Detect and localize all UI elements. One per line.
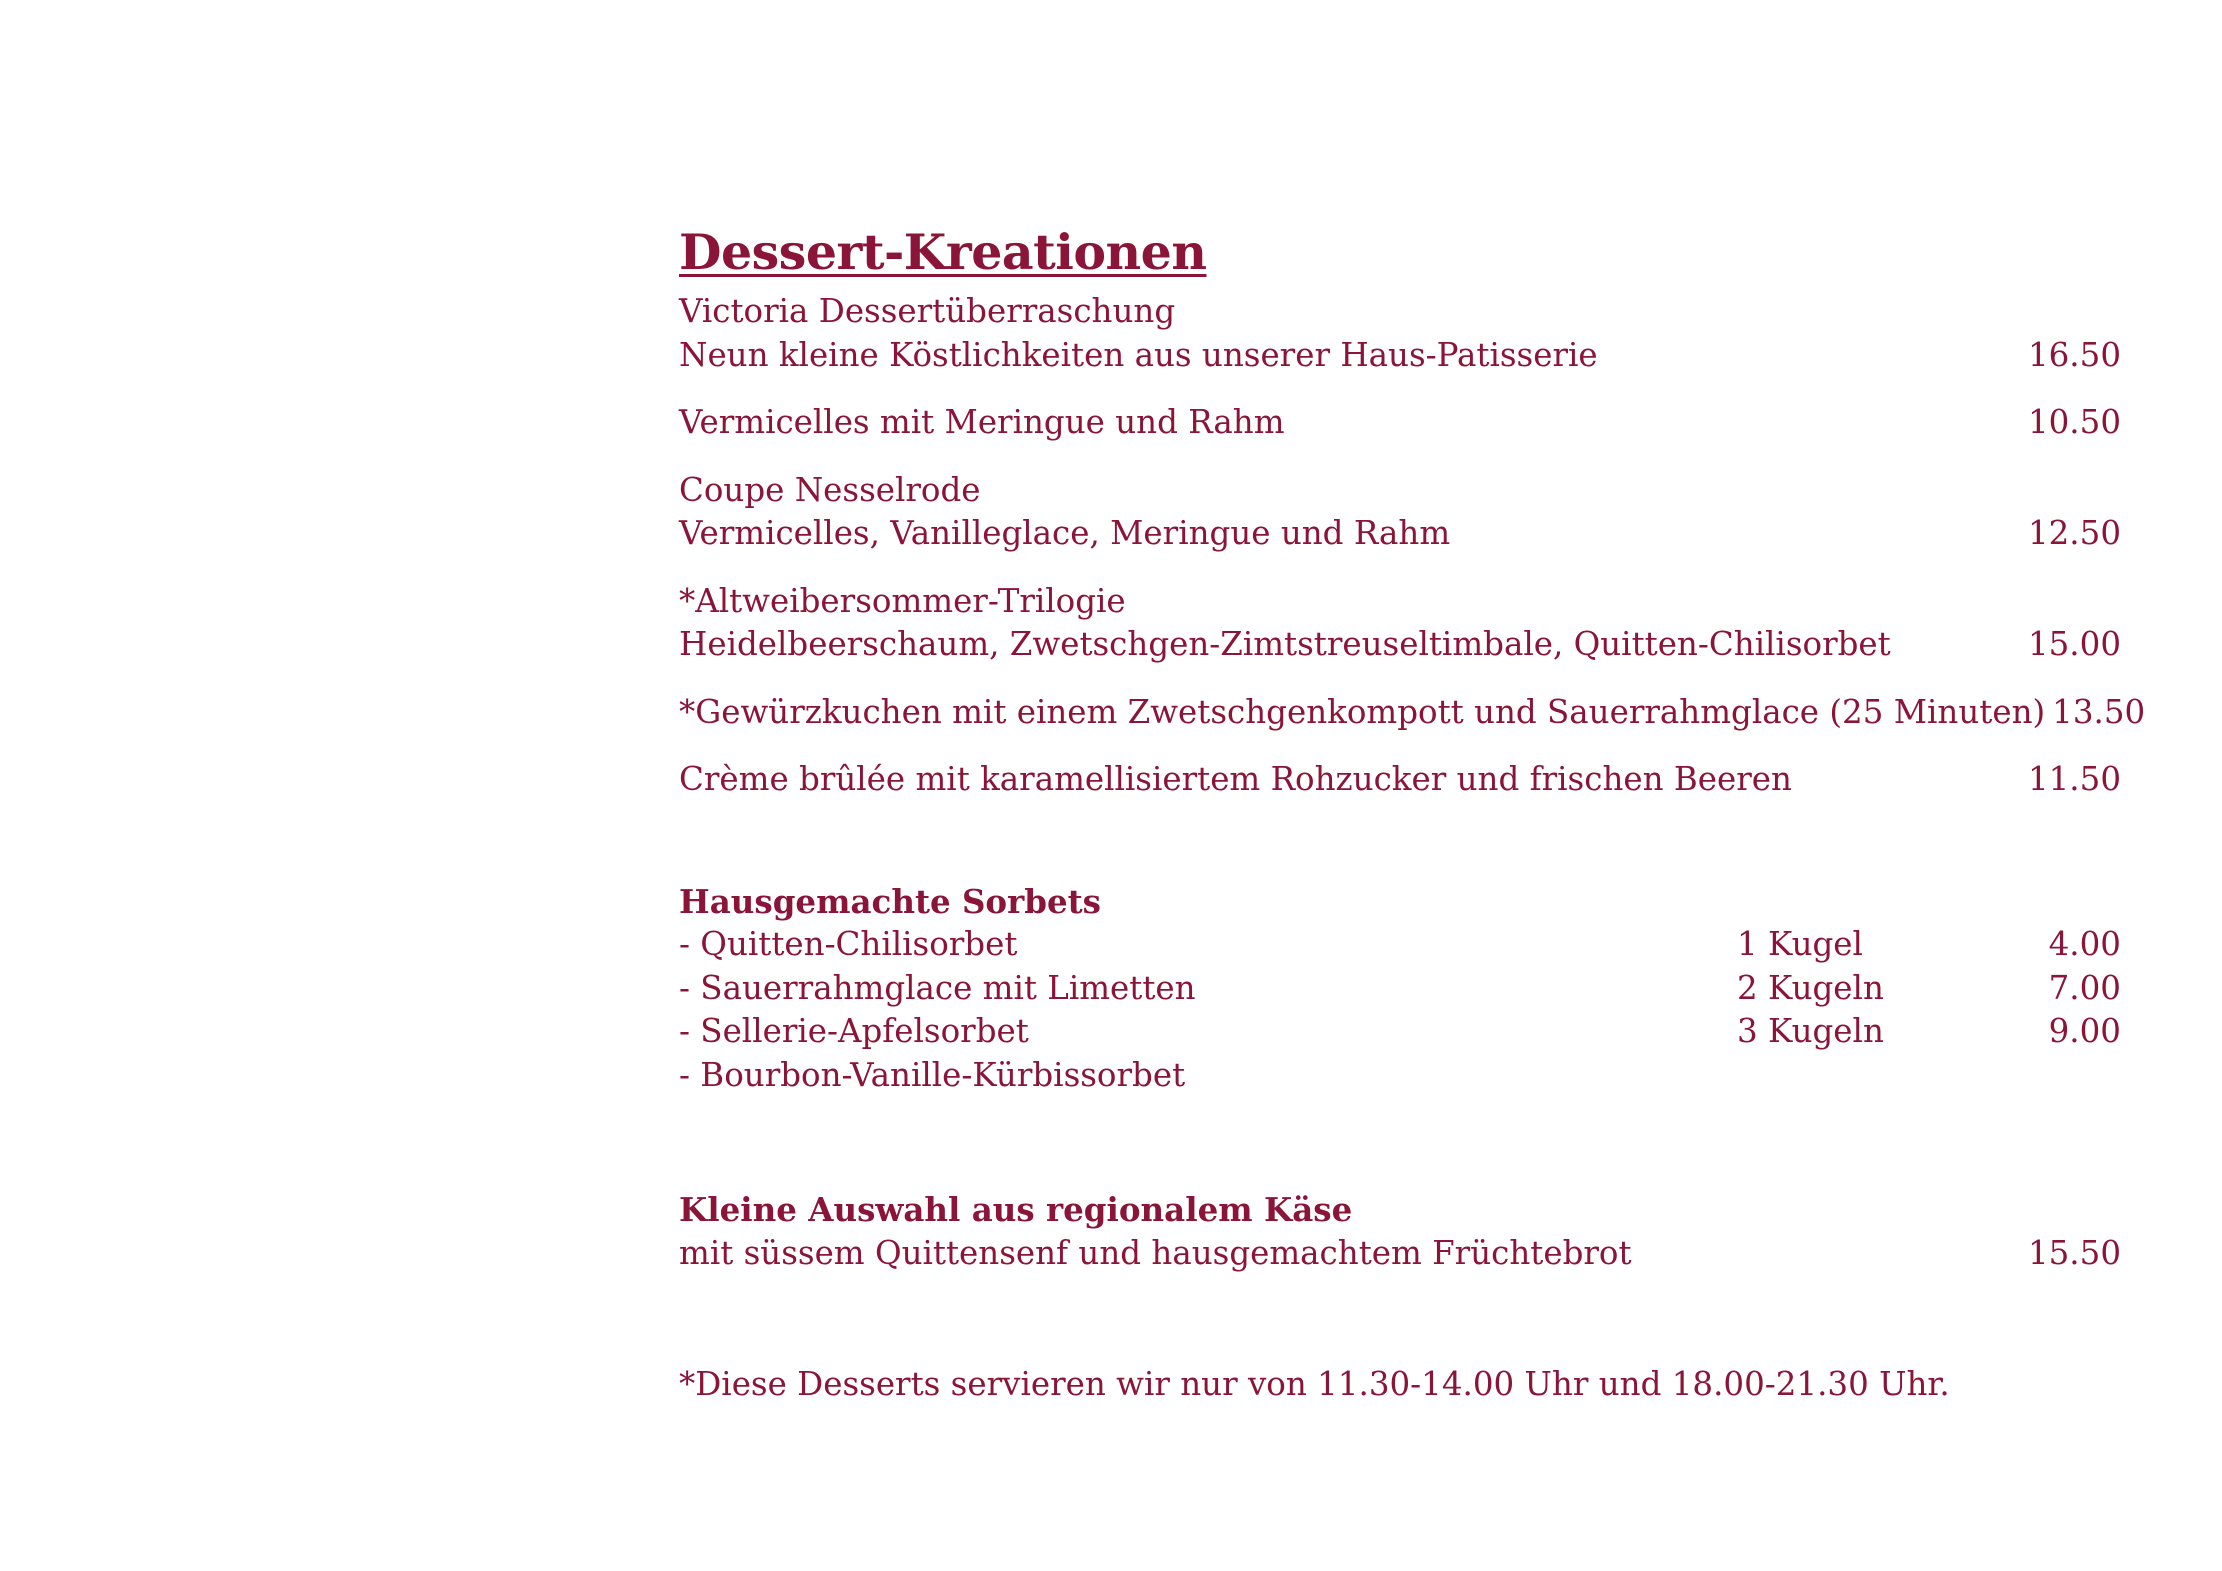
dessert-price: 15.00 [2027,625,2121,663]
dessert-item-gewuerzkuchen [679,691,2146,735]
dessert-item-victoria [679,290,2121,377]
dessert-item-coupe-nesselrode [679,469,2121,556]
dessert-name-line [679,290,2121,334]
dessert-name-line [679,401,2121,445]
cheese-price: 15.50 [2027,1233,2121,1272]
dessert-price: 16.50 [2027,335,2121,374]
cheese-section [679,1188,2121,1275]
sorbet-row [679,1054,2121,1098]
sorbet-flavor: - Sauerrahmglace mit Limetten [679,968,1196,1007]
menu-title: Dessert-Kreationen [679,223,1207,281]
dessert-description: Neun kleine Köstlichkeiten aus unserer Haus-Patisserie [679,335,1598,374]
sorbet-price: 4.00 [2048,925,2121,963]
dessert-description: Heidelbeerschaum, Zwetschgen-Zimtstreuseltimbale, Quitten-Chilisorbet [679,625,1891,663]
dessert-description-line [679,334,2121,378]
sorbet-flavor: - Quitten-Chilisorbet [679,925,1018,963]
dessert-price: 12.50 [2027,514,2121,552]
dessert-name: Crème brûlée mit karamellisiertem Rohzucker und frischen Beeren [679,760,1792,798]
sorbet-quantity: 3 Kugeln [1737,1012,1884,1050]
sorbet-row [679,1010,2121,1054]
dessert-price: 11.50 [2027,760,2121,798]
dessert-name-line [679,580,2121,624]
sorbet-price: 9.00 [2048,1012,2121,1050]
dessert-price: 10.50 [2027,403,2121,441]
sorbet-flavor: - Bourbon-Vanille-Kürbissorbet [679,1055,1186,1094]
dessert-price: 13.50 [2052,692,2146,731]
sorbets-section [679,880,2121,1098]
cheese-heading: Kleine Auswahl aus regionalem Käse [679,1190,1353,1229]
dessert-name-line [679,691,2146,735]
dessert-name-line [679,758,2121,802]
dessert-menu [679,222,2146,1407]
dessert-description-line [679,512,2121,556]
sorbet-price: 7.00 [2048,968,2121,1007]
sorbet-quantity: 1 Kugel [1737,925,1863,963]
cheese-description: mit süssem Quittensenf und hausgemachtem Früchtebrot [679,1233,1632,1272]
dessert-name: Victoria Dessertüberraschung [679,292,1176,330]
dessert-item-altweibersommer [679,580,2121,667]
dessert-description: Vermicelles, Vanilleglace, Meringue und Rahm [679,514,1451,552]
sorbet-row [679,967,2121,1011]
dessert-item-vermicelles [679,401,2121,445]
dessert-description-line [679,623,2121,667]
sorbets-heading: Hausgemachte Sorbets [679,881,1101,921]
sorbet-flavor: - Sellerie-Apfelsorbet [679,1012,1029,1050]
dessert-name: Vermicelles mit Meringue und Rahm [679,403,1285,441]
dessert-name: *Gewürzkuchen mit einem Zwetschgenkompott und Sauerrahmglace (25 Minuten) [679,692,2046,731]
service-hours-note: *Diese Desserts servieren wir nur von 11.30-14.00 Uhr und 18.00-21.30 Uhr. [679,1365,1950,1403]
dessert-name: *Altweibersommer-Trilogie [679,581,1126,620]
sorbet-row [679,923,2121,967]
cheese-description-line [679,1232,2121,1276]
dessert-item-creme-brulee [679,758,2121,802]
sorbet-quantity: 2 Kugeln [1737,968,1884,1007]
dessert-name-line [679,469,2121,513]
dessert-name: Coupe Nesselrode [679,470,981,509]
